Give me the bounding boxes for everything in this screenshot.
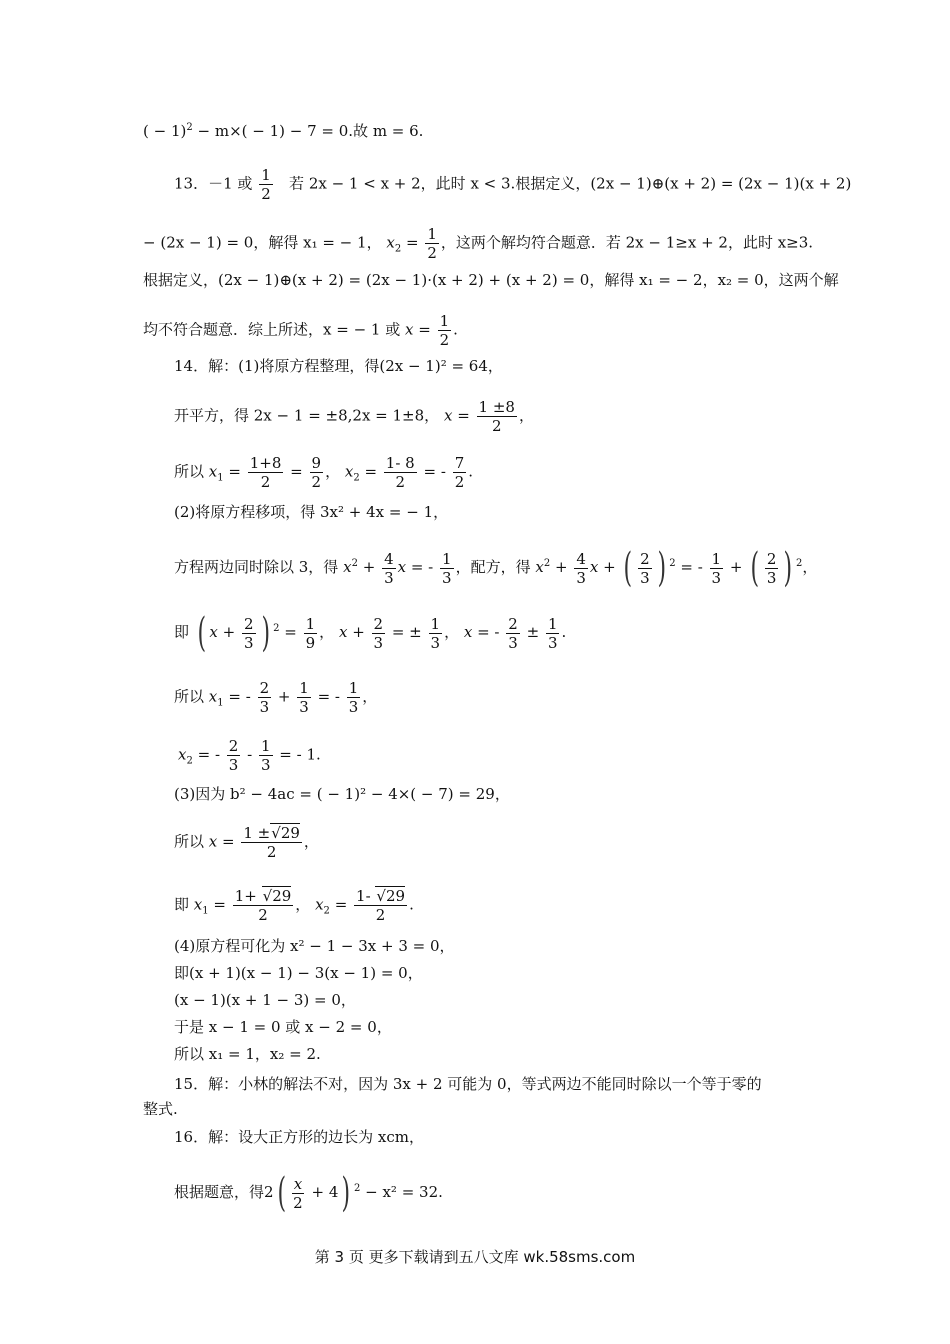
text-line: 即 ( x + $\frac{2}{3}$ ) $^2$ = $\frac{1}{9}$ ， x + $\frac{2}{3}$ = ± $\frac{1}{3}$ ， x = - $\frac{2}{3}$ ± $\frac{1}{3}$ . bbox=[174, 610, 567, 656]
page-footer: 第 3 页 更多下载请到五八文库 wk.58sms.com bbox=[314, 1248, 636, 1266]
line-22: 15．解：小林的解法不对，因为 3x + 2 可能为 0，等式两边不能同时除以一个等于零的 bbox=[174, 1075, 762, 1093]
text-line: − (2x − 1) = 0，解得 x₁ = − 1， $x_2$ = $\frac{1}{2}$ ，这两个解均符合题意．若 2x − 1≥x + 2，此时 x≥3. bbox=[143, 225, 814, 262]
text-line bbox=[174, 990, 356, 1010]
fraction: $\frac{1 \pm 8}{2}$ bbox=[478, 398, 515, 435]
line-17: (4)原方程可化为 x² − 1 − 3x + 3 = 0， bbox=[174, 937, 455, 955]
fraction: $\frac{1}{2}$ bbox=[439, 312, 450, 349]
text-line bbox=[143, 270, 839, 290]
line-12-a: 所以 bbox=[174, 687, 205, 706]
fraction: $\frac{1}{2}$ bbox=[427, 225, 437, 262]
problem-15-line bbox=[174, 1074, 762, 1094]
line-5-a: 均不符合题意．综上所述，x = − 1 或 bbox=[143, 320, 401, 339]
text-line bbox=[174, 502, 448, 522]
text-line bbox=[174, 1017, 392, 1037]
line-21: 所以 x₁ = 1，x₂ = 2. bbox=[174, 1045, 321, 1063]
line-4: 根据定义，(2x − 1)⊕(x + 2) = (2x − 1)·(x + 2) + (x + 2) = 0，解得 x₁ = − 2，x₂ = 0，这两个解 bbox=[143, 271, 839, 289]
line-2-a: 13．－1 或 bbox=[174, 174, 253, 193]
text-line bbox=[143, 1099, 178, 1119]
text-line: 根据题意，得2( $\frac{x}{2}$ + 4) $^2$ − x² = 32. bbox=[174, 1170, 443, 1216]
line-2-b: 若 2x − 1 < x + 2，此时 x < 3.根据定义，(2x − 1)⊕(x + 2) = (2x − 1)(x + 2) bbox=[289, 174, 852, 193]
line-20: 于是 x − 1 = 0 或 x − 2 = 0， bbox=[174, 1018, 392, 1036]
line-3-a: − (2x − 1) = 0，解得 x₁ = − 1， bbox=[143, 233, 382, 252]
line-1-b: − m×( − 1) − 7 = 0.故 m = 6. bbox=[192, 122, 424, 140]
text-line: 所以 x = $\frac{1 \pm√29}{2}$ ， bbox=[174, 824, 319, 861]
line-25-a: 根据题意，得 bbox=[174, 1183, 265, 1201]
line-15-a: 所以 bbox=[174, 832, 205, 851]
text-line: 方程两边同时除以 3，得 $x^2$ + $\frac{4}{3}$ x = - $\frac{1}{3}$ ，配方，得 $x^2$ + $\frac{4}{3}$ x + ( $\frac{2}{3}$ ) $^2$ = - $\frac{1}{3}$ + ( $\frac{2}{3}$ ) $^2$， bbox=[174, 545, 818, 591]
fraction: $\frac{1}{2}$ bbox=[261, 166, 271, 203]
line-10-b: ，配方，得 bbox=[455, 558, 531, 576]
text-line: ( − 1)$^2$ − m×( − 1) − 7 = 0.故 m = 6. bbox=[143, 122, 424, 140]
problem-16-line bbox=[174, 1127, 424, 1147]
line-10-a: 方程两边同时除以 3，得 bbox=[174, 558, 339, 576]
text-line bbox=[174, 936, 455, 956]
line-11-a: 即 bbox=[174, 623, 190, 641]
line-1-a: ( − 1) bbox=[143, 122, 187, 140]
text-line: 所以 $x_1$ = - $\frac{2}{3}$ + $\frac{1}{3}$ = - $\frac{1}{3}$ ， bbox=[174, 679, 378, 716]
text-line: 所以 $x_1$ = $\frac{1+8}{2}$ = $\frac{9}{2}$ ， $x_2$ = $\frac{1- 8}{2}$ = - $\frac{7}{2}$ . bbox=[174, 454, 474, 491]
line-8-a: 所以 bbox=[174, 462, 205, 481]
line-19: (x − 1)(x + 1 − 3) = 0， bbox=[174, 991, 356, 1009]
line-16-a: 即 bbox=[174, 895, 190, 914]
line-9: (2)将原方程移项，得 3x² + 4x = − 1， bbox=[174, 503, 449, 521]
text-line bbox=[174, 1044, 321, 1064]
text-line: 开平方，得 2x − 1 = ±8,2x = 1±8， x = $\frac{1 \pm 8}{2}$ ， bbox=[174, 398, 534, 435]
text-line: $x_2$ = - $\frac{2}{3}$ - $\frac{1}{3}$ = - 1. bbox=[178, 737, 321, 774]
line-6: 14．解：(1)将原方程整理，得(2x − 1)² = 64， bbox=[174, 357, 503, 375]
text-line: 均不符合题意．综上所述，x = − 1 或 x = $\frac{1}{2}$ . bbox=[143, 312, 458, 349]
line-24: 16．解：设大正方形的边长为 xcm， bbox=[174, 1128, 424, 1146]
text-line bbox=[174, 963, 423, 983]
line-18: 即(x + 1)(x − 1) − 3(x − 1) = 0， bbox=[174, 964, 423, 982]
problem-13-line bbox=[174, 166, 851, 203]
text-line bbox=[174, 784, 510, 804]
line-14: (3)因为 b² − 4ac = ( − 1)² − 4×( − 7) = 29， bbox=[174, 785, 510, 803]
line-23: 整式. bbox=[143, 1100, 178, 1118]
text-line: 即 $x_1$ = $\frac{1+ √29}{2}$ ， $x_2$ = $\frac{1- √29}{2}$ . bbox=[174, 887, 414, 924]
problem-14-line bbox=[174, 356, 503, 376]
line-3-b: ，这两个解均符合题意．若 2x − 1≥x + 2，此时 x≥3. bbox=[440, 233, 814, 252]
line-25-b: − x² = 32. bbox=[360, 1183, 443, 1201]
line-7-a: 开平方，得 2x − 1 = ±8,2x = 1±8， bbox=[174, 406, 440, 425]
